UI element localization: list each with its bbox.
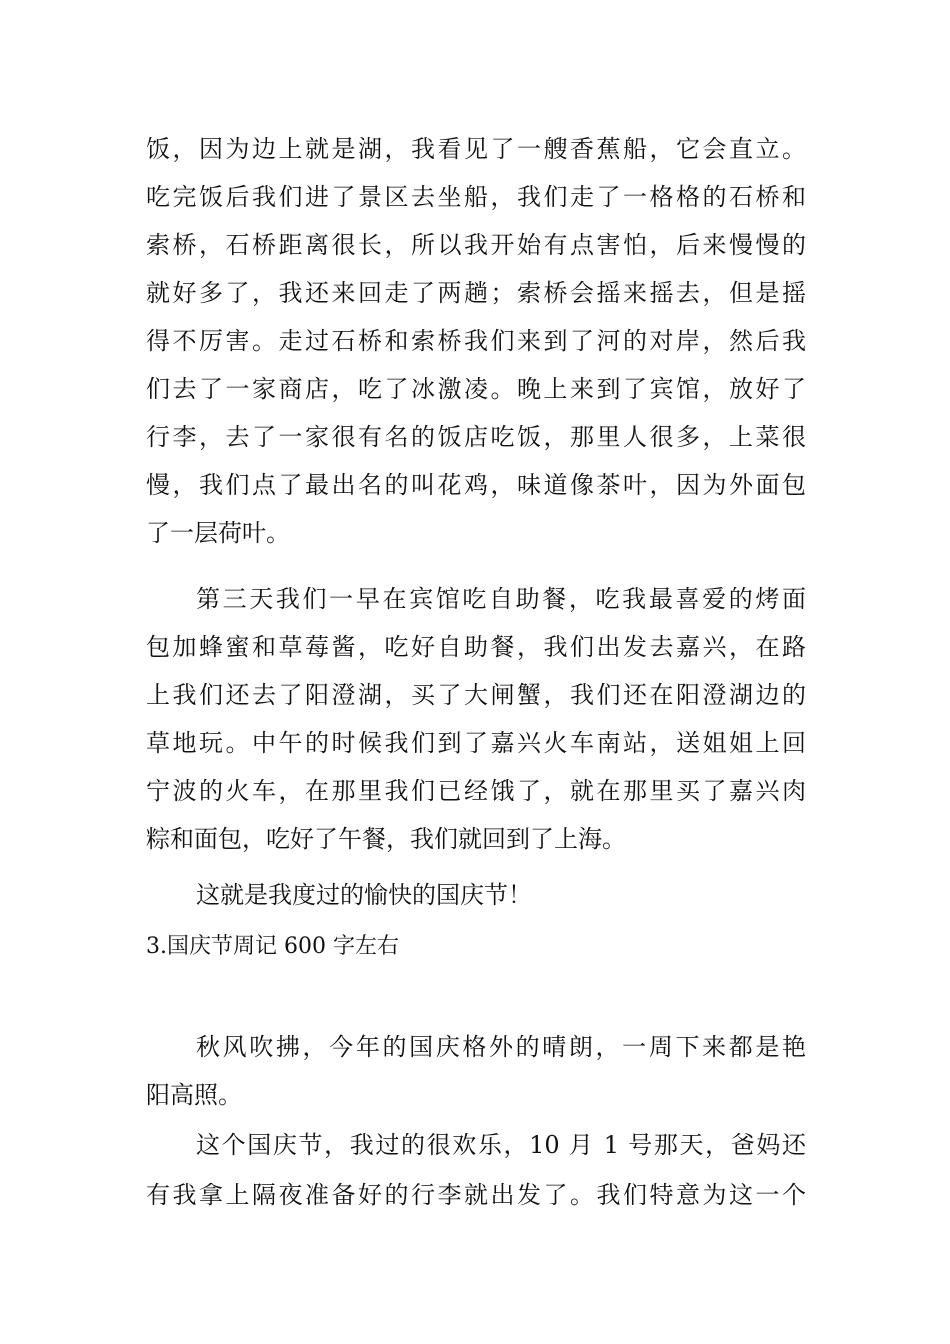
paragraph-line: 索桥，石桥距离很长，所以我开始有点害怕，后来慢慢的: [146, 231, 806, 259]
paragraph-line: 们去了一家商店，吃了冰激凌。晚上来到了宾馆，放好了: [146, 375, 806, 403]
paragraph-line: 粽和面包，吃好了午餐，我们就回到了上海。: [146, 825, 626, 853]
paragraph-line: 这就是我度过的愉快的国庆节！: [196, 881, 532, 909]
paragraph-line: 就好多了，我还来回走了两趟；索桥会摇来摇去，但是摇: [146, 279, 806, 307]
paragraph-line: 阳高照。: [146, 1081, 242, 1109]
paragraph-line: 这个国庆节，我过的很欢乐，10 月 1 号那天，爸妈还: [196, 1131, 806, 1159]
paragraph-line: 饭，因为边上就是湖，我看见了一艘香蕉船，它会直立。: [146, 135, 806, 163]
paragraph-line: 包加蜂蜜和草莓酱，吃好自助餐，我们出发去嘉兴，在路: [146, 633, 806, 661]
paragraph-line: 行李，去了一家很有名的饭店吃饭，那里人很多，上菜很: [146, 423, 806, 451]
paragraph-line: 吃完饭后我们进了景区去坐船，我们走了一格格的石桥和: [146, 183, 806, 211]
paragraph-line: 慢，我们点了最出名的叫花鸡，味道像茶叶，因为外面包: [146, 471, 806, 499]
paragraph-line: 上我们还去了阳澄湖，买了大闸蟹，我们还在阳澄湖边的: [146, 681, 806, 709]
paragraph-line: 第三天我们一早在宾馆吃自助餐，吃我最喜爱的烤面: [196, 585, 806, 613]
paragraph-line: 得不厉害。走过石桥和索桥我们来到了河的对岸，然后我: [146, 327, 806, 355]
paragraph-line: 宁波的火车，在那里我们已经饿了，就在那里买了嘉兴肉: [146, 777, 806, 805]
paragraph-line: 草地玩。中午的时候我们到了嘉兴火车南站，送姐姐上回: [146, 729, 806, 757]
paragraph-line: 秋风吹拂，今年的国庆格外的晴朗，一周下来都是艳: [196, 1033, 806, 1061]
paragraph-line: 有我拿上隔夜准备好的行李就出发了。我们特意为这一个: [146, 1181, 806, 1209]
section-heading: 3.国庆节周记 600 字左右: [146, 934, 399, 959]
paragraph-line: 了一层荷叶。: [146, 519, 290, 547]
